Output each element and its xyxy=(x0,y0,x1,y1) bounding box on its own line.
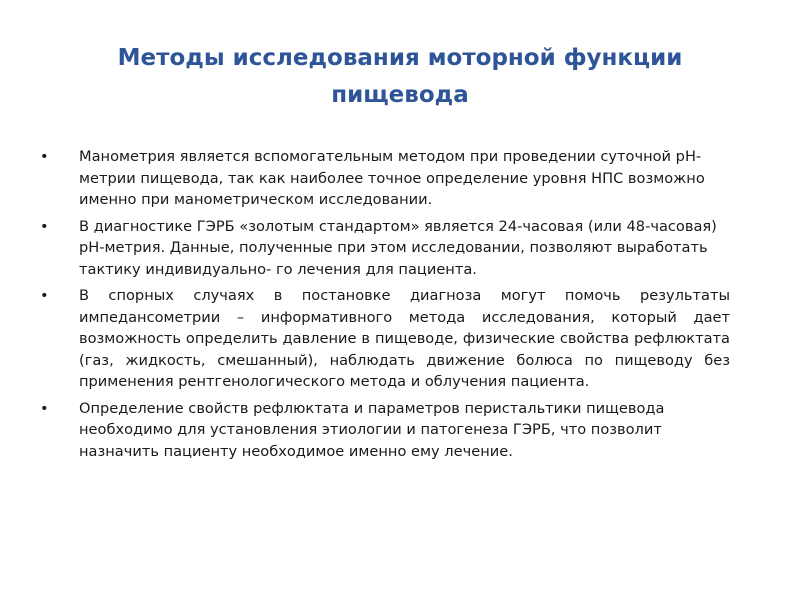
slide-title: Методы исследования моторной функции пищевода xyxy=(117,45,683,108)
list-item xyxy=(40,146,730,211)
list-item xyxy=(40,398,730,463)
bullet-icon: • xyxy=(40,399,49,417)
list-item xyxy=(40,216,730,281)
bullet-list xyxy=(40,146,730,467)
list-item-text: Манометрия является вспомогательным методом при проведении суточной рН-метрии пищевода, так как наиболее точное определение уровня НПС возможно именно при манометрическом исследовании. xyxy=(79,148,705,208)
bullet-icon: • xyxy=(40,217,49,235)
list-item-text: Определение свойств рефлюктата и параметров перистальтики пищевода необходимо для установления этиологии и патогенеза ГЭРБ, что позволит назначить пациенту необходимое именно ему лечение. xyxy=(79,399,665,460)
list-item xyxy=(40,285,730,393)
bullet-icon: • xyxy=(40,148,49,165)
list-item-text: В диагностике ГЭРБ «золотым стандартом» является 24-часовая (или 48-часовая) рН-метрия. Данные, полученные при этом исследовании, позволяют выработать тактику индивидуально- го лечения для пациента. xyxy=(79,217,717,278)
bullet-icon: • xyxy=(40,287,49,304)
list-item-text: В спорных случаях в постановке диагноза могут помочь результаты импедансометрии – информативного метода исследования, который дает возможность определить давление в пищеводе, физические свойства рефлюктата (газ, жидкость, смешанный), наблюдать движение болюса по пищеводу без применения рентгенологического метода и облучения пациента. xyxy=(79,287,730,390)
